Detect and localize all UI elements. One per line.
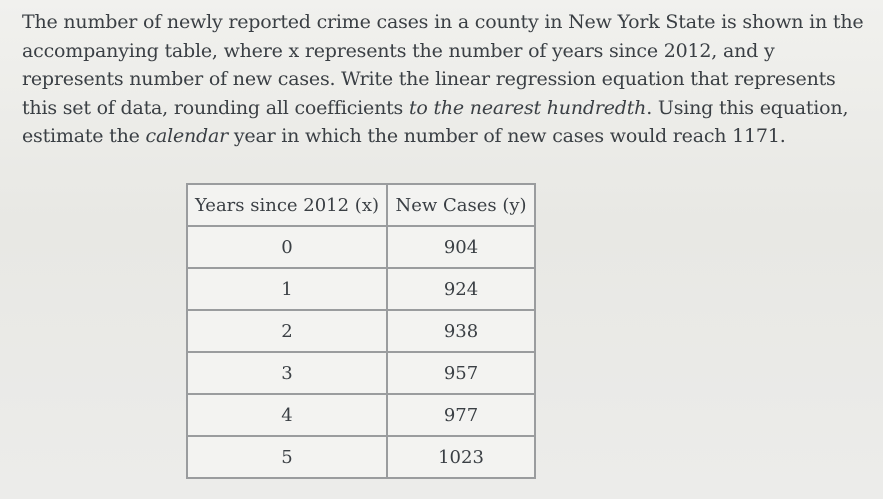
- cell-y: 924: [387, 268, 535, 310]
- problem-text-3: year in which the number of new cases would reach 1171.: [228, 125, 786, 147]
- table-row: [187, 310, 535, 352]
- cell-y: 904: [387, 226, 535, 268]
- cell-x: 3: [187, 352, 387, 394]
- table-row: [187, 226, 535, 268]
- table-row: [187, 394, 535, 436]
- problem-italic-2: calendar: [145, 125, 229, 147]
- cell-x: 2: [187, 310, 387, 352]
- column-header-y: New Cases (y): [387, 184, 535, 226]
- data-table: [186, 183, 536, 479]
- cell-y: 977: [387, 394, 535, 436]
- cell-x: 5: [187, 436, 387, 478]
- problem-italic-1: to the nearest hundredth: [408, 96, 647, 119]
- table-header-row: [187, 184, 535, 226]
- table-row: [187, 436, 535, 478]
- cell-x: 1: [187, 268, 387, 310]
- cell-x: 4: [187, 394, 387, 436]
- cell-x: 0: [187, 226, 387, 268]
- cell-y: 1023: [387, 436, 535, 478]
- problem-text-2: . Using this equation, estimate the: [22, 96, 849, 147]
- problem-text-1: The number of newly reported crime cases in a county in New York State is shown in the accompanying table, where x represents the number of years since 2012, and y represents number of new cases. Write the linear regression equation that represents this set of data, rounding all coefficients: [22, 11, 864, 119]
- cell-y: 957: [387, 352, 535, 394]
- table-row: [187, 268, 535, 310]
- column-header-x: Years since 2012 (x): [187, 184, 387, 226]
- problem-statement: [22, 8, 870, 151]
- table-row: [187, 352, 535, 394]
- cell-y: 938: [387, 310, 535, 352]
